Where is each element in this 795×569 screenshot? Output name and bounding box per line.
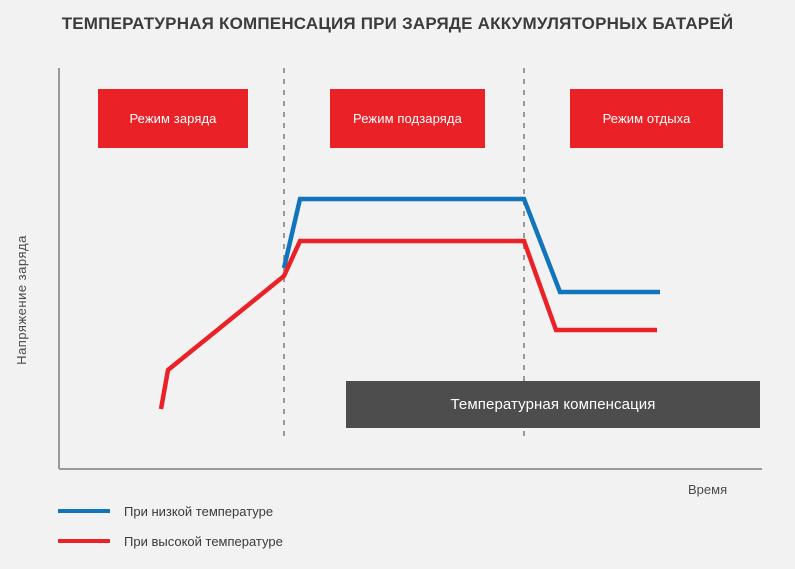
legend-label-high-temperature: При высокой температуре (124, 533, 283, 549)
y-axis-label: Напряжение заряда (14, 235, 29, 365)
legend-swatch-low-temperature (58, 509, 110, 513)
series-line-low-temperature (284, 199, 660, 292)
page-title: ТЕМПЕРАТУРНАЯ КОМПЕНСАЦИЯ ПРИ ЗАРЯДЕ АККУМУЛЯТОРНЫХ БАТАРЕЙ (61, 14, 734, 33)
phase-label-float: Режим подзаряда (330, 89, 485, 148)
x-axis-label: Время (688, 482, 728, 497)
legend-item-high-temperature (58, 526, 458, 556)
legend-item-low-temperature (58, 496, 458, 526)
temperature-compensation-bar: Температурная компенсация (346, 381, 760, 428)
chart-legend (58, 496, 458, 556)
phase-label-rest: Режим отдыха (570, 89, 723, 148)
legend-label-low-temperature: При низкой температуре (124, 503, 274, 519)
legend-swatch-high-temperature (58, 539, 110, 543)
phase-label-charge: Режим заряда (98, 89, 248, 148)
